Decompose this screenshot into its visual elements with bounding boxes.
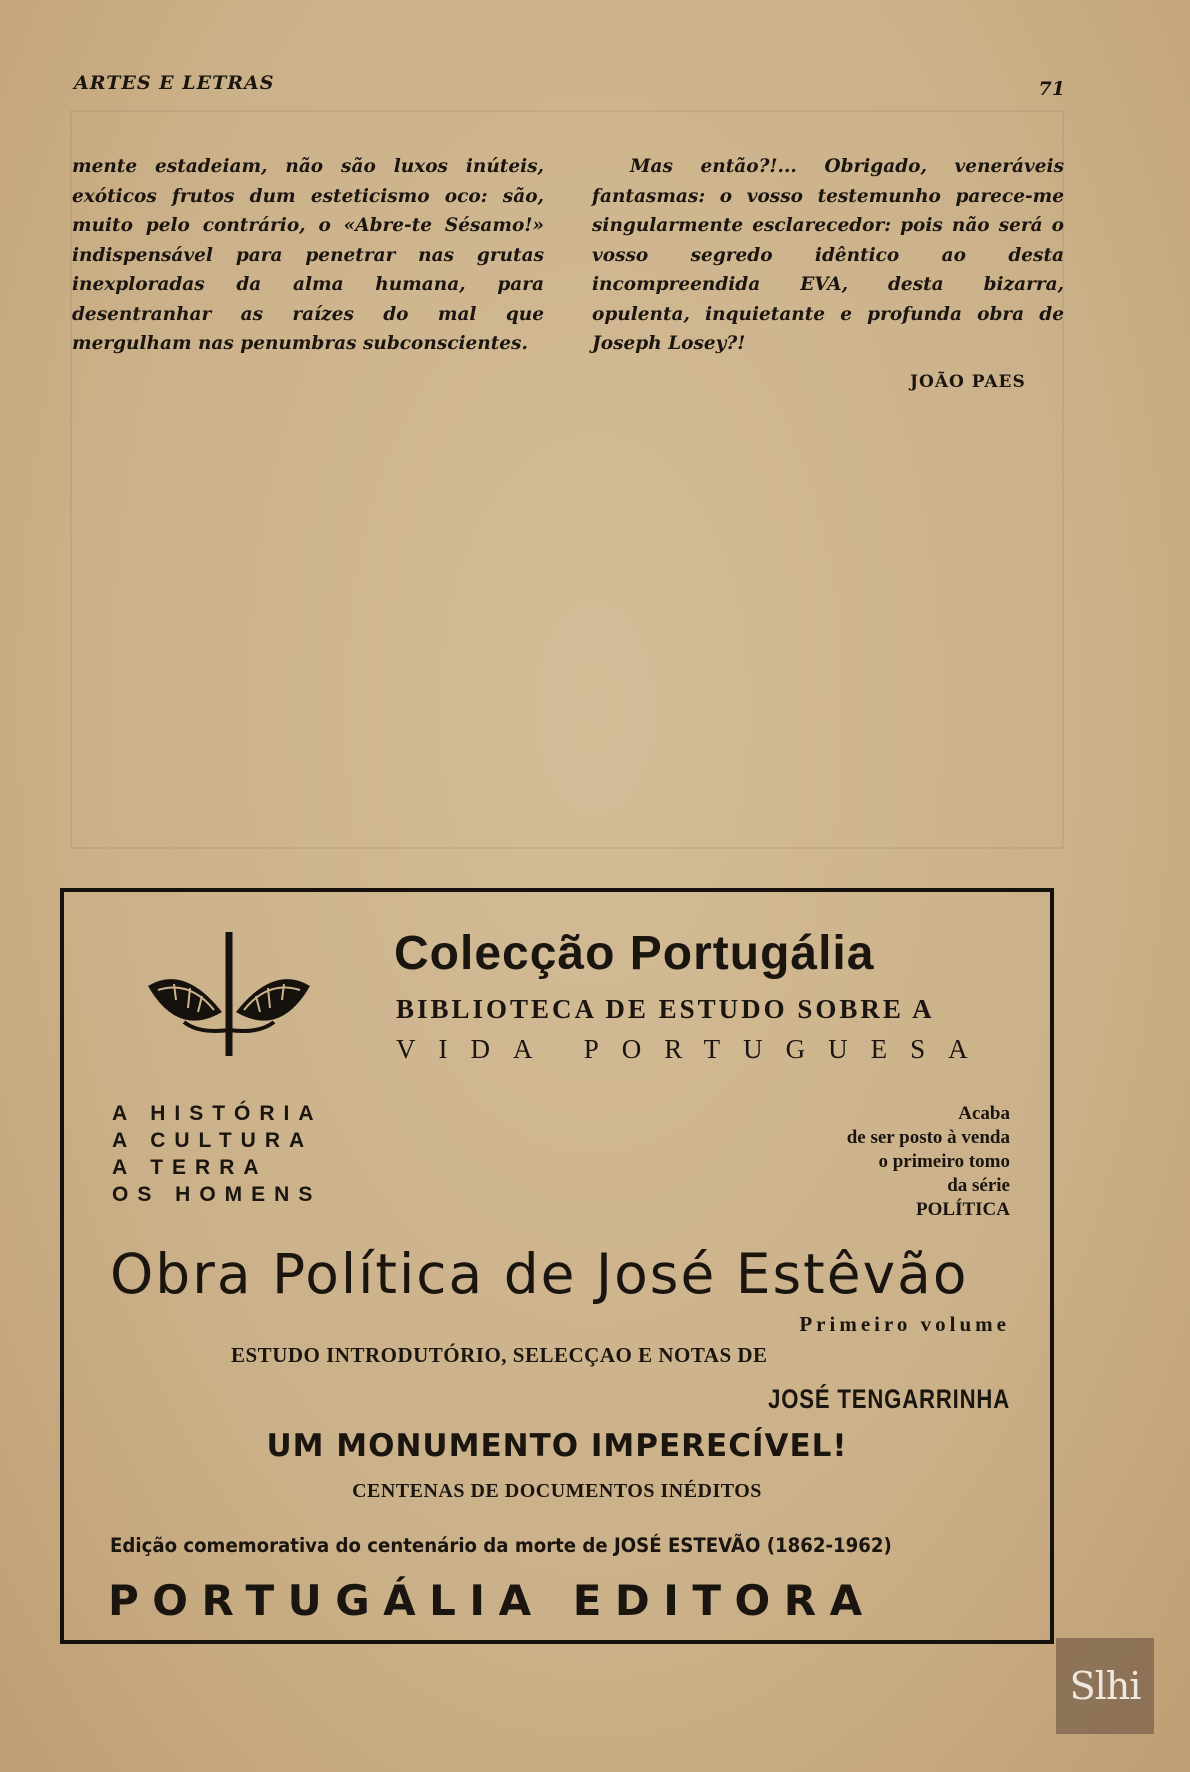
topic-item: OS HOMENS [112,1183,322,1206]
watermark-logo: Slhi [1056,1638,1154,1734]
book-title: Obra Política de José Estêvão [110,1242,969,1306]
topic-item: A TERRA [112,1156,268,1179]
intro-credit: ESTUDO INTRODUTÓRIO, SELECÇAO E NOTAS DE [231,1343,768,1367]
page-number: 71 [1038,78,1065,100]
article-right-column [592,152,1064,359]
leaf-sprout-icon [144,930,314,1064]
sale-announcement [847,1102,1010,1222]
article-left-column [72,152,544,359]
publisher-name: PORTUGÁLIA EDITORA [108,1576,876,1625]
editor-name: JOSÉ TENGARRINHA [768,1384,1010,1414]
running-header: ARTES E LETRAS [74,72,275,94]
sale-line: POLÍTICA [916,1199,1010,1220]
slogan-secondary: CENTENAS DE DOCUMENTOS INÉDITOS [352,1480,762,1502]
sale-line: da série [947,1175,1010,1196]
sale-line: o primeiro tomo [878,1151,1010,1172]
sale-line: de ser posto à venda [846,1127,1010,1148]
volume-label: Primeiro volume [799,1312,1010,1336]
topic-item: A CULTURA [112,1129,314,1152]
advertisement-box [60,888,1054,1644]
collection-title: Colecção Portugália [394,927,875,980]
edition-note: Edição comemorativa do centenário da morte de JOSÉ ESTEVÃO (1862-1962) [110,1534,892,1557]
article-paragraph: mente estadeiam, não são luxos inúteis, exóticos frutos dum esteticismo oco: são, muito pelo contrário, o «Abre-te Sésamo!» indispensável para penetrar nas grutas inexploradas da alma humana, para desentranhar as raízes do mal que mergulham nas penumbras subconscientes. [72,156,544,354]
slogan: UM MONUMENTO IMPERECÍVEL! [266,1428,848,1464]
topic-item: A HISTÓRIA [112,1102,323,1125]
collection-subtitle: BIBLIOTECA DE ESTUDO SOBRE A [396,994,935,1024]
collection-subtitle: VIDA PORTUGUESA [396,1034,991,1064]
topics-list [112,1100,323,1208]
article-author: JOÃO PAES [910,372,1026,392]
article-paragraph: Mas então?!... Obrigado, veneráveis fantasmas: o vosso testemunho parece-me singularmente esclarecedor: pois não será o vosso segredo idêntico ao desta incompreendida EVA, desta bizarra, opulenta, inquietante e profunda obra de Joseph Losey?! [592,156,1064,354]
sale-line: Acaba [958,1103,1010,1124]
